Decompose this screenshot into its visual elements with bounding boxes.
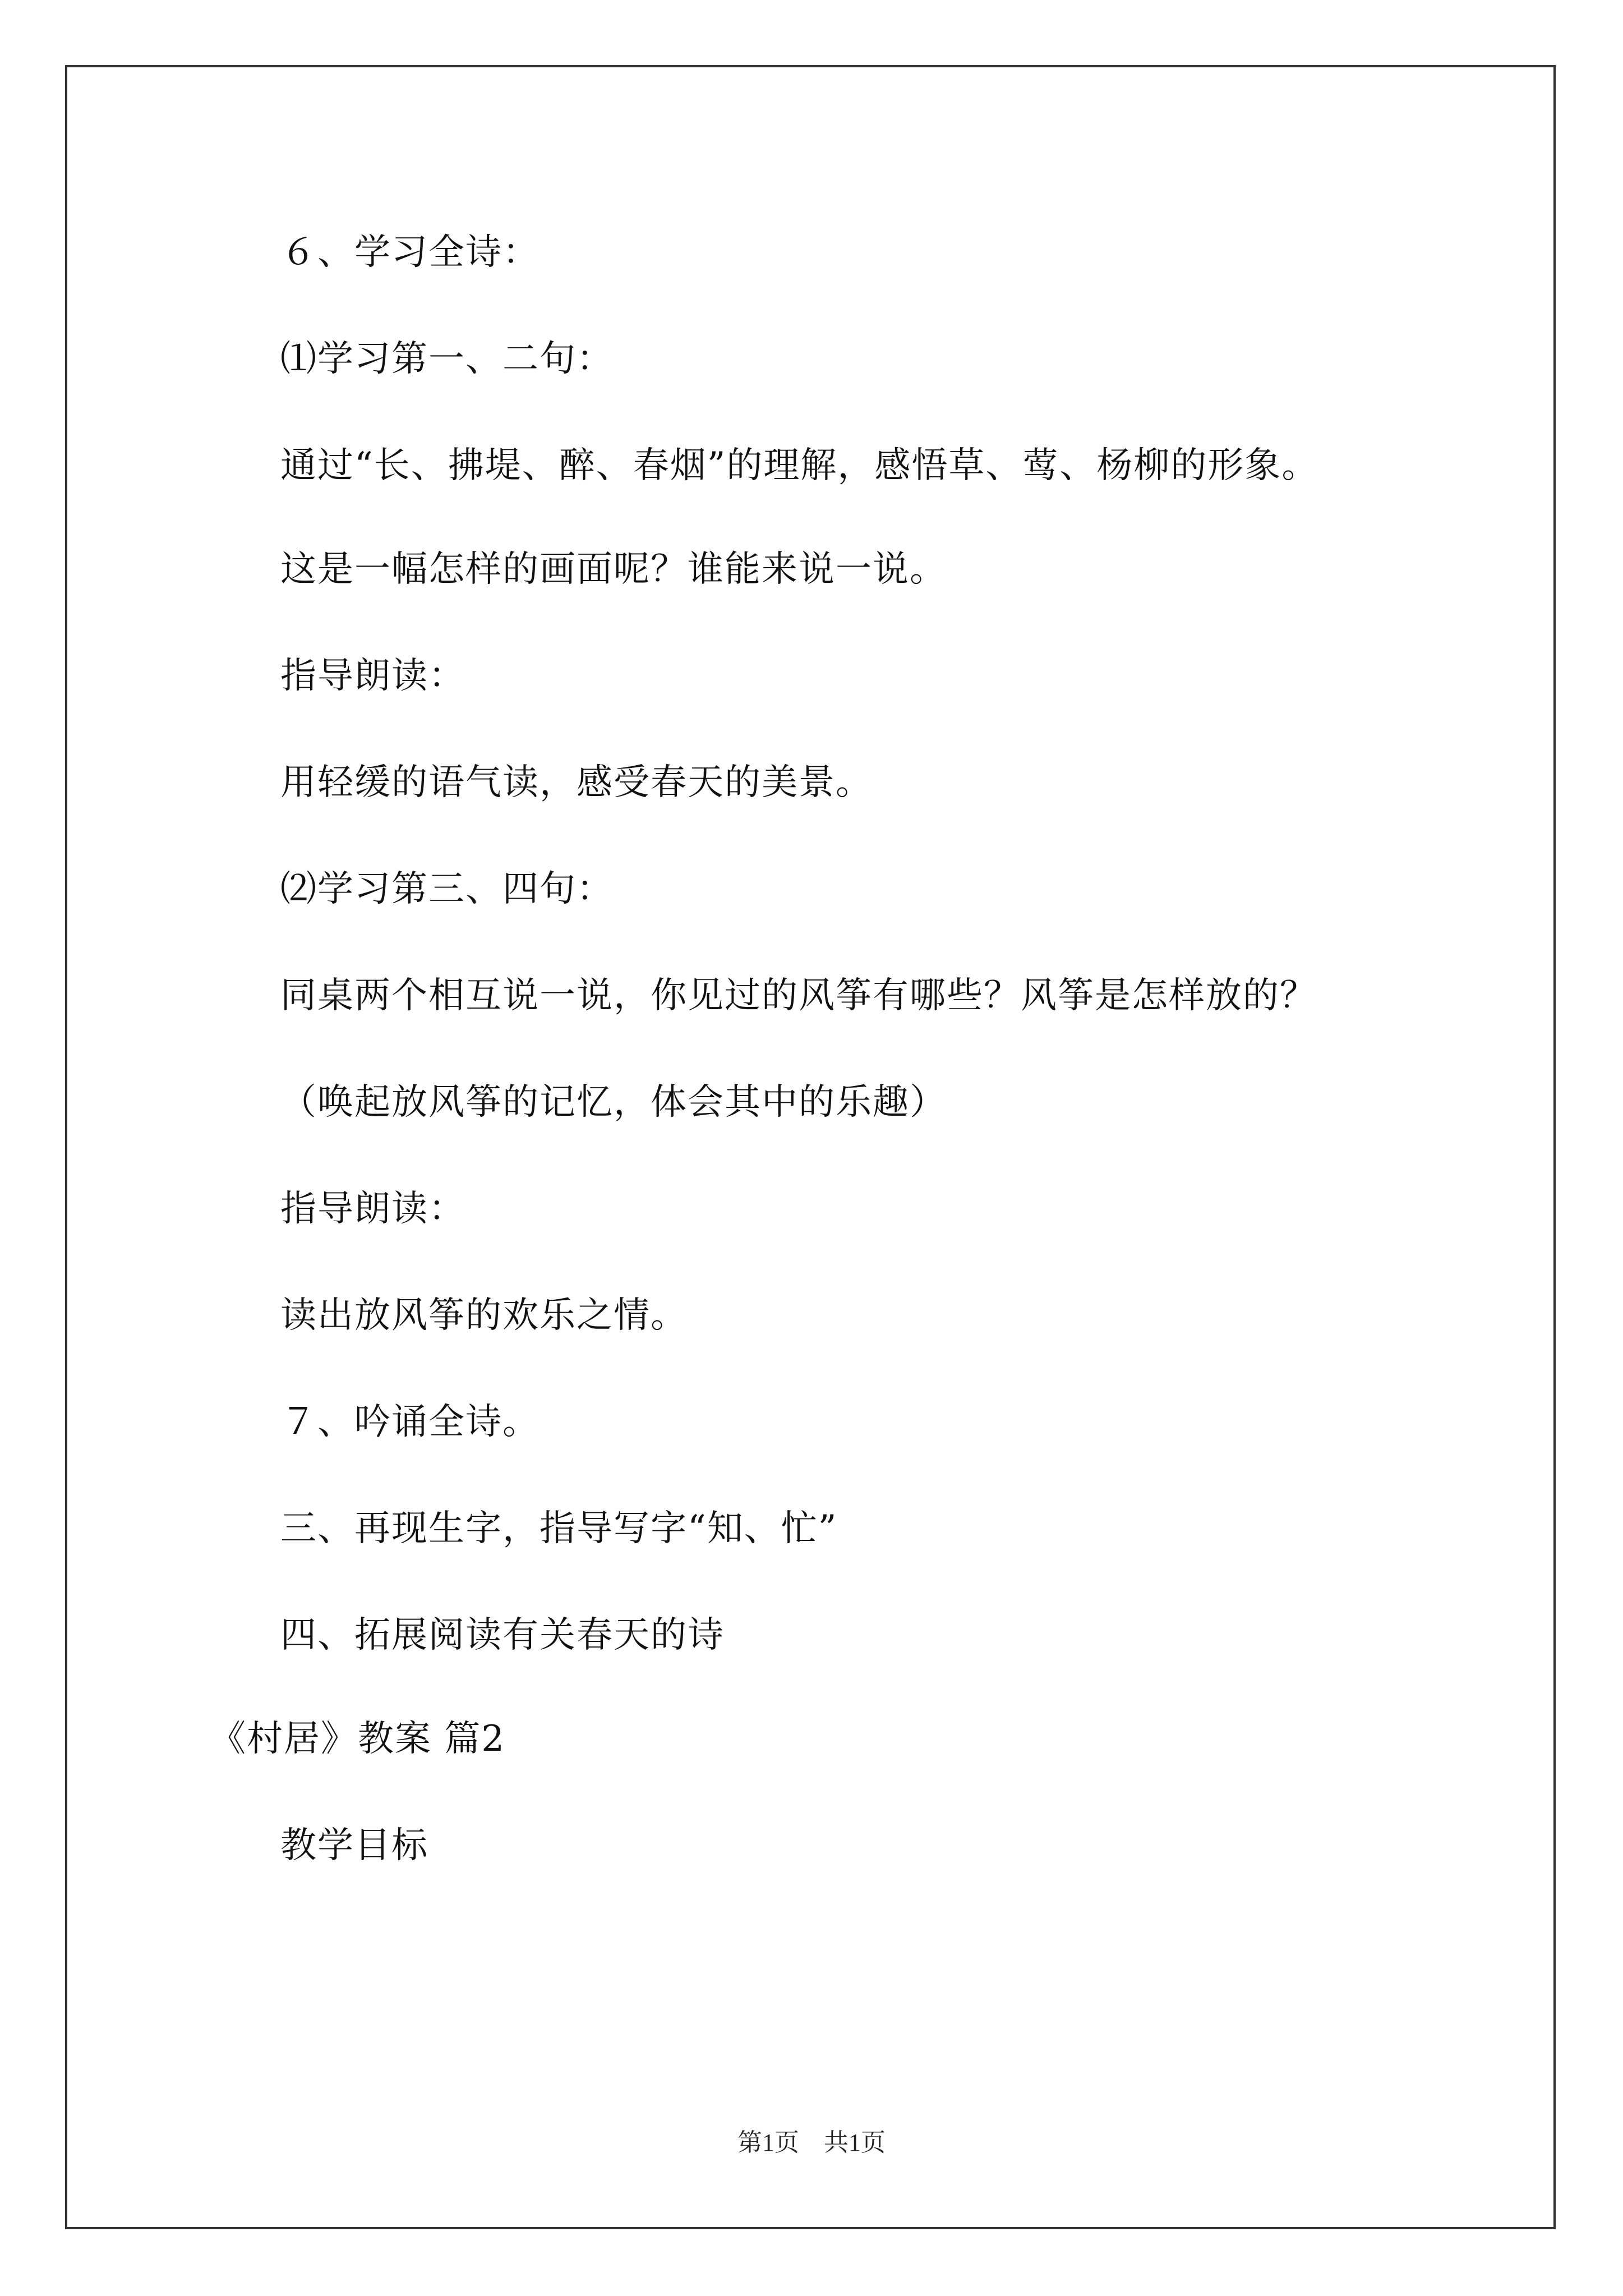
paragraph-text: 读出放风筝的欢乐之情。 (280, 1295, 688, 1336)
reading-guide-label: 指导朗读： (280, 1188, 465, 1230)
page-border (65, 65, 1556, 2229)
step-7-heading: ７、吟诵全诗。 (280, 1401, 540, 1443)
section-four-heading: 四、拓展阅读有关春天的诗 (280, 1614, 725, 1656)
reading-guide-label: 指导朗读： (280, 655, 465, 697)
page-number-footer: 第1页 共1页 (737, 2129, 886, 2156)
teaching-goals-label: 教学目标 (280, 1825, 428, 1866)
paragraph-text: （唤起放风筝的记忆，体会其中的乐趣） (280, 1082, 947, 1123)
lesson-title: 《村居》教案 篇2 (210, 1718, 506, 1760)
paragraph-text: 这是一幅怎样的画面呢？谁能来说一说。 (280, 549, 947, 590)
lines-3-4-heading: ⑵学习第三、四句： (280, 868, 614, 910)
paragraph-text: 通过“长、拂堤、醉、春烟”的理解，感悟草、莺、杨柳的形象。 (280, 445, 1319, 486)
paragraph-text: 同桌两个相互说一说，你见过的风筝有哪些？风筝是怎样放的？ (280, 975, 1317, 1016)
section-three-heading: 三、再现生字，指导写字“知、忙” (280, 1508, 838, 1549)
lines-1-2-heading: ⑴学习第一、二句： (280, 338, 614, 380)
step-6-heading: ６、学习全诗： (280, 232, 540, 273)
paragraph-text: 用轻缓的语气读，感受春天的美景。 (280, 762, 873, 803)
